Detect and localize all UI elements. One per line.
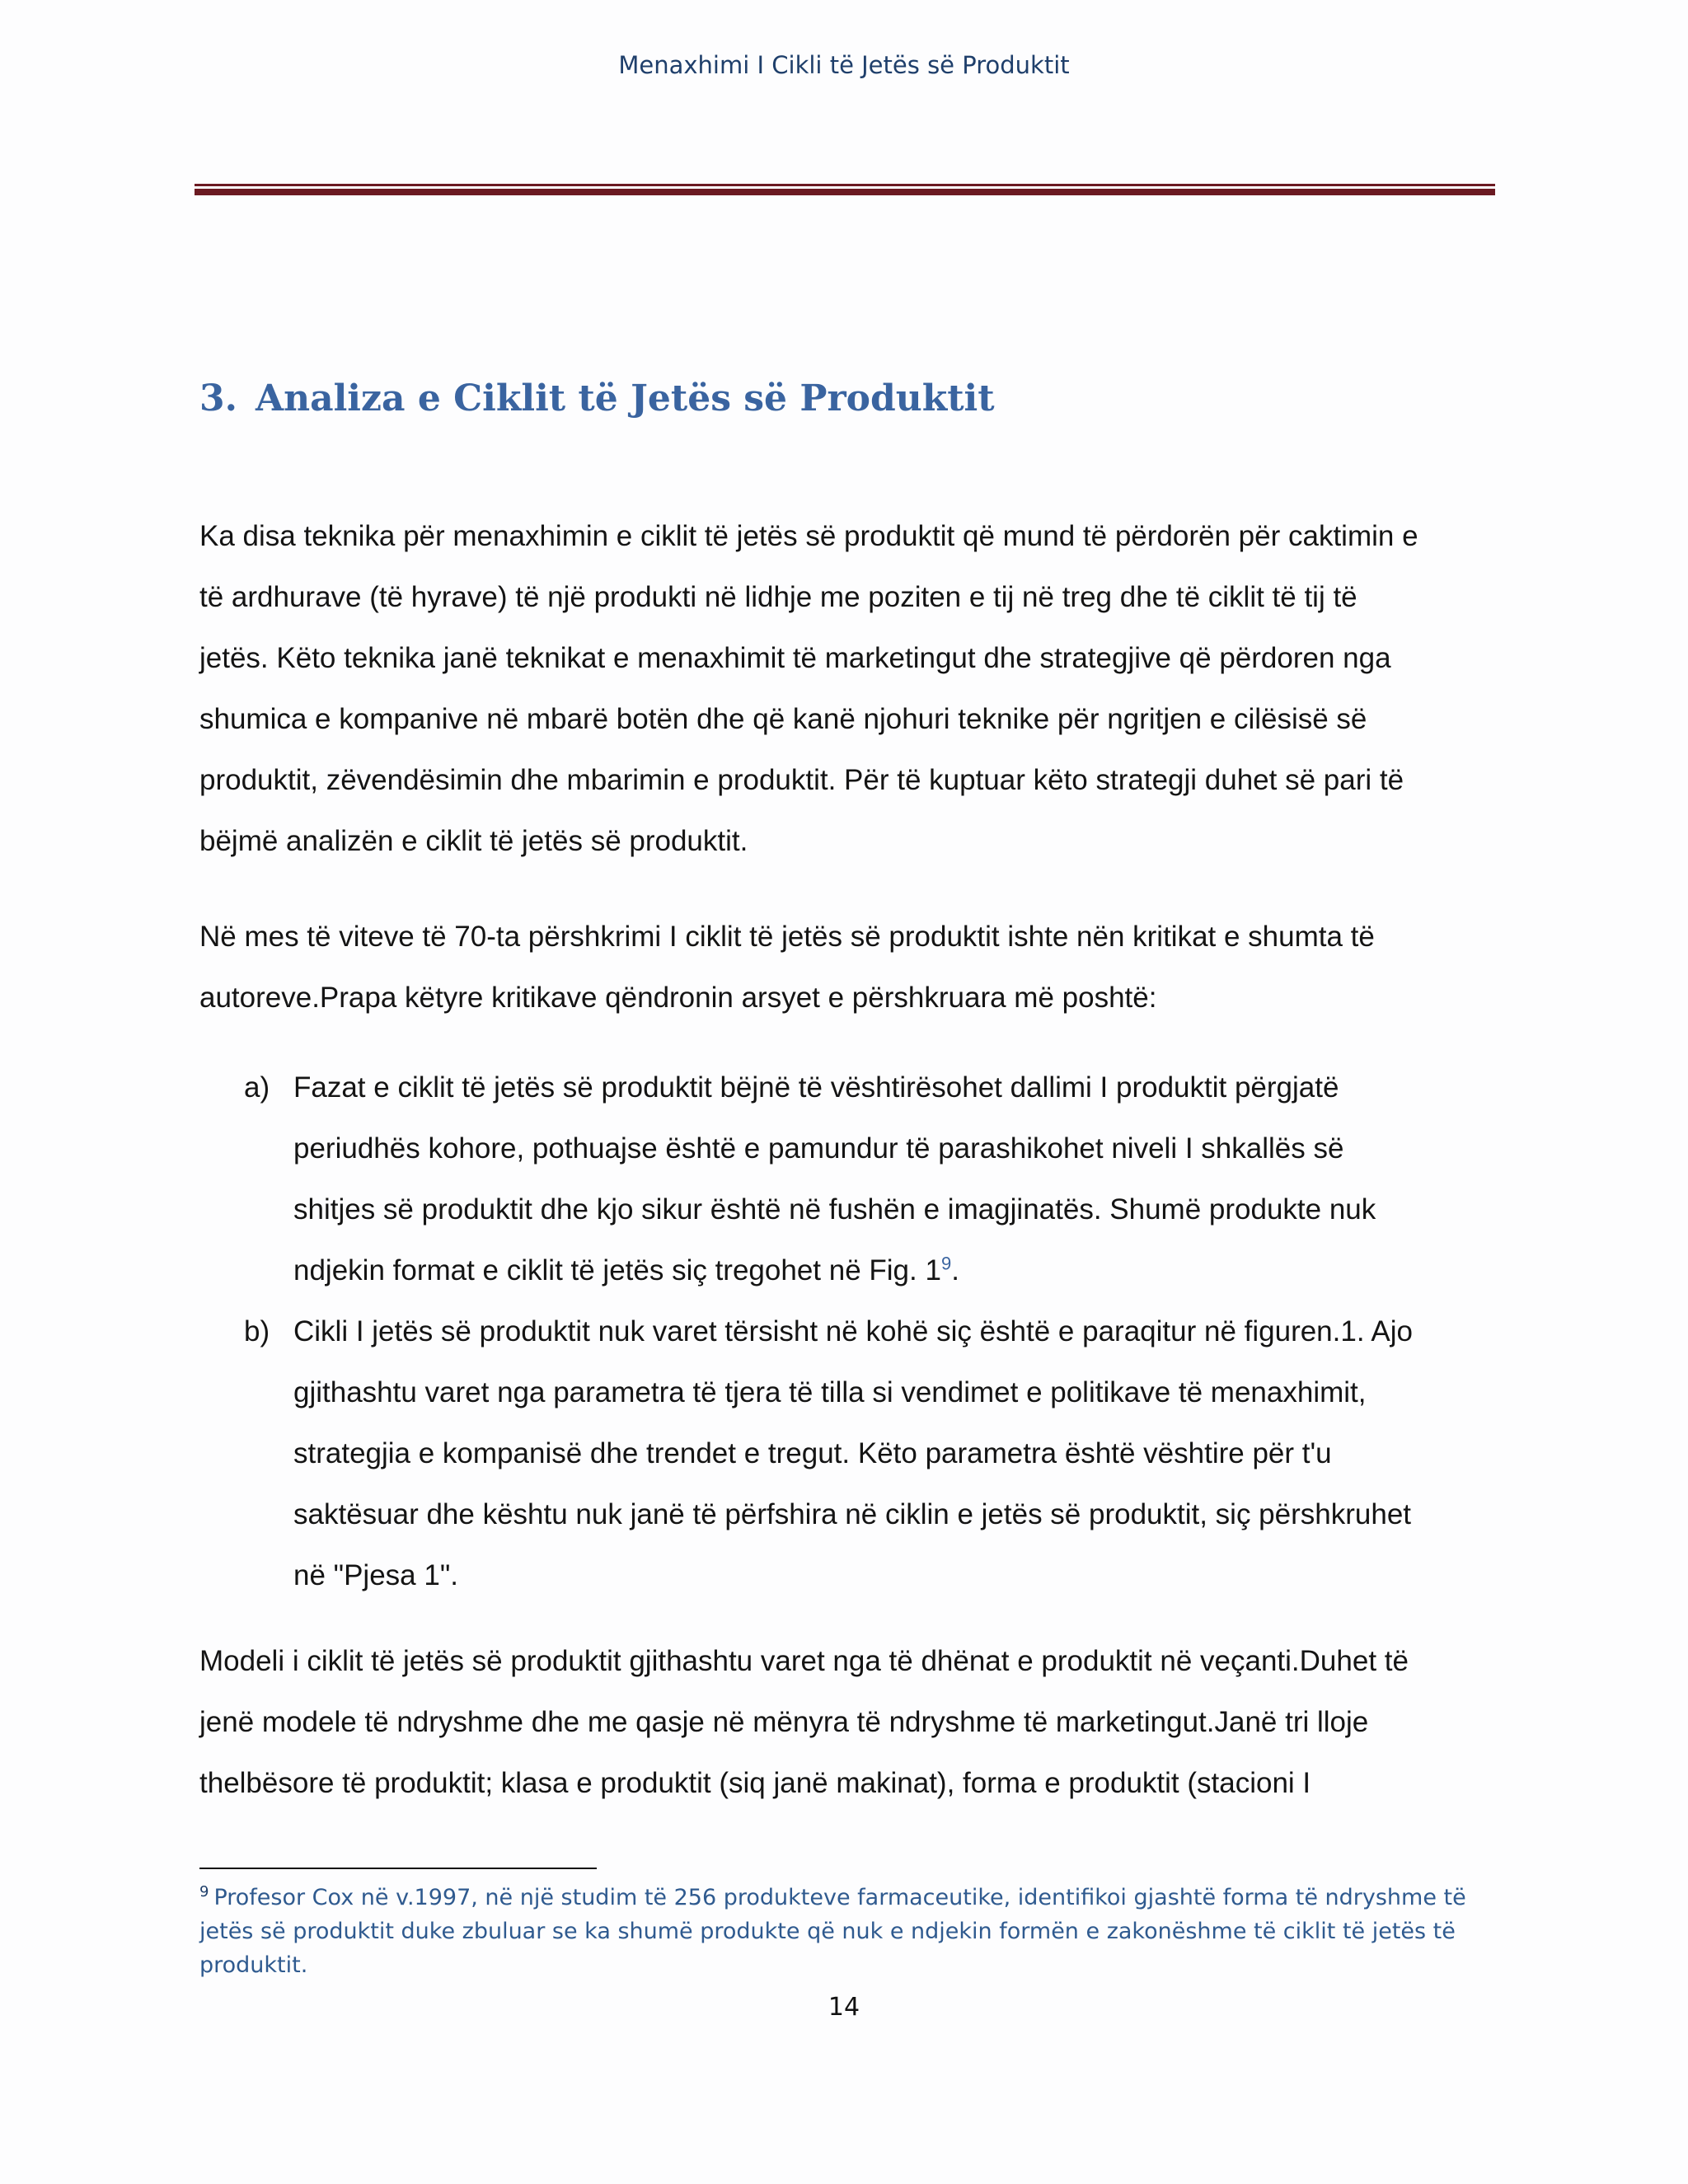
paragraph-line: Në mes të viteve të 70-ta përshkrimi I ciklit të jetës së produktit ishte nën kritikat e shumta të — [199, 921, 1375, 953]
list-line: shitjes së produktit dhe kjo sikur është në fushën e imagjinatës. Shumë produkte nuk — [293, 1193, 1376, 1226]
page-number: 14 — [828, 1993, 860, 2022]
paragraph-line: produktit, zëvendësimin dhe mbarimin e produktit. Për të kuptuar këto strategji duhet së pari të — [199, 764, 1404, 796]
list-line-with-ref — [293, 1240, 1530, 1301]
list-line: Fazat e ciklit të jetës së produktit bëjnë të vështirësohet dallimi I produktit përgjatë — [293, 1071, 1339, 1104]
section-heading — [199, 377, 995, 419]
paragraph-line: shumica e kompanive në mbarë botën dhe që kanë njohuri teknike për ngritjen e cilësisë së — [199, 703, 1367, 735]
list-item — [244, 1057, 1530, 1301]
header-rule-thick — [195, 189, 1495, 195]
header-rule-thin — [195, 184, 1495, 186]
list-line: strategjia e kompanisë dhe trendet e tregut. Këto parametra është vështire për t'u — [293, 1437, 1332, 1469]
paragraph-line: thelbësore të produktit; klasa e produktit (siq janë makinat), forma e produktit (stacioni I — [199, 1767, 1311, 1799]
footnote-text: Profesor Cox në v.1997, në një studim të 256 produkteve farmaceutike, identifikoi gjashtë forma të ndryshme të — [213, 1885, 1466, 1910]
list-trailing-punct: . — [951, 1254, 959, 1286]
paragraph-1 — [199, 506, 1518, 872]
list-marker: b) — [244, 1315, 270, 1347]
paragraph-line: të ardhurave (të hyrave) të një produkti në lidhje me poziten e tij në treg dhe të ciklit të tij të — [199, 581, 1357, 613]
list-item — [244, 1301, 1530, 1606]
list-line: Cikli I jetës së produktit nuk varet tërsisht në kohë siç është e paraqitur në figuren.1. Ajo — [293, 1315, 1413, 1347]
paragraph-line: autoreve.Prapa këtyre kritikave qëndronin arsyet e përshkruara më poshtë: — [199, 982, 1157, 1014]
paragraph-3 — [199, 1631, 1518, 1814]
footnote-separator — [199, 1868, 597, 1869]
section-number: 3. — [199, 377, 237, 419]
paragraph-line: Modeli i ciklit të jetës së produktit gjithashtu varet nga të dhënat e produktit në veçanti.Duhet të — [199, 1645, 1409, 1677]
list-line: saktësuar dhe kështu nuk janë të përfshira në ciklin e jetës së produktit, siç përshkruhet — [293, 1498, 1412, 1530]
section-title-text: Analiza e Ciklit të Jetës së Produktit — [255, 377, 995, 419]
footnote-line: jetës së produktit duke zbuluar se ka shumë produkte që nuk e ndjekin formën e zakonëshme të ciklit të jetës të — [199, 1919, 1456, 1944]
criticism-list — [244, 1057, 1530, 1606]
paragraph-line: jenë modele të ndryshme dhe me qasje në mënyra të ndryshme të marketingut.Janë tri lloje — [199, 1706, 1369, 1738]
list-line: ndjekin format e ciklit të jetës siç tregohet në Fig. 1 — [293, 1254, 941, 1286]
list-line: gjithashtu varet nga parametra të tjera të tilla si vendimet e politikave të menaxhimit, — [293, 1376, 1367, 1408]
list-line: periudhës kohore, pothuajse është e pamundur të parashikohet niveli I shkallës së — [293, 1132, 1344, 1165]
paragraph-line: Ka disa teknika për menaxhimin e ciklit të jetës së produktit që mund të përdorën për caktimin e — [199, 520, 1418, 552]
running-header: Menaxhimi I Cikli të Jetës së Produktit — [618, 51, 1070, 79]
footnote-number: 9 — [199, 1883, 209, 1900]
footnote-line: produktit. — [199, 1952, 308, 1978]
list-marker: a) — [244, 1071, 270, 1104]
footnote — [199, 1881, 1502, 1982]
footnote-reference[interactable]: 9 — [940, 1253, 952, 1274]
list-line: në "Pjesa 1". — [293, 1559, 458, 1591]
paragraph-line: bëjmë analizën e ciklit të jetës së produktit. — [199, 825, 748, 857]
paragraph-2 — [199, 907, 1518, 1029]
paragraph-line: jetës. Këto teknika janë teknikat e menaxhimit të marketingut dhe strategjive që përdoren nga — [199, 642, 1391, 674]
header-rule — [195, 184, 1495, 195]
footnote-line — [199, 1881, 1502, 1915]
